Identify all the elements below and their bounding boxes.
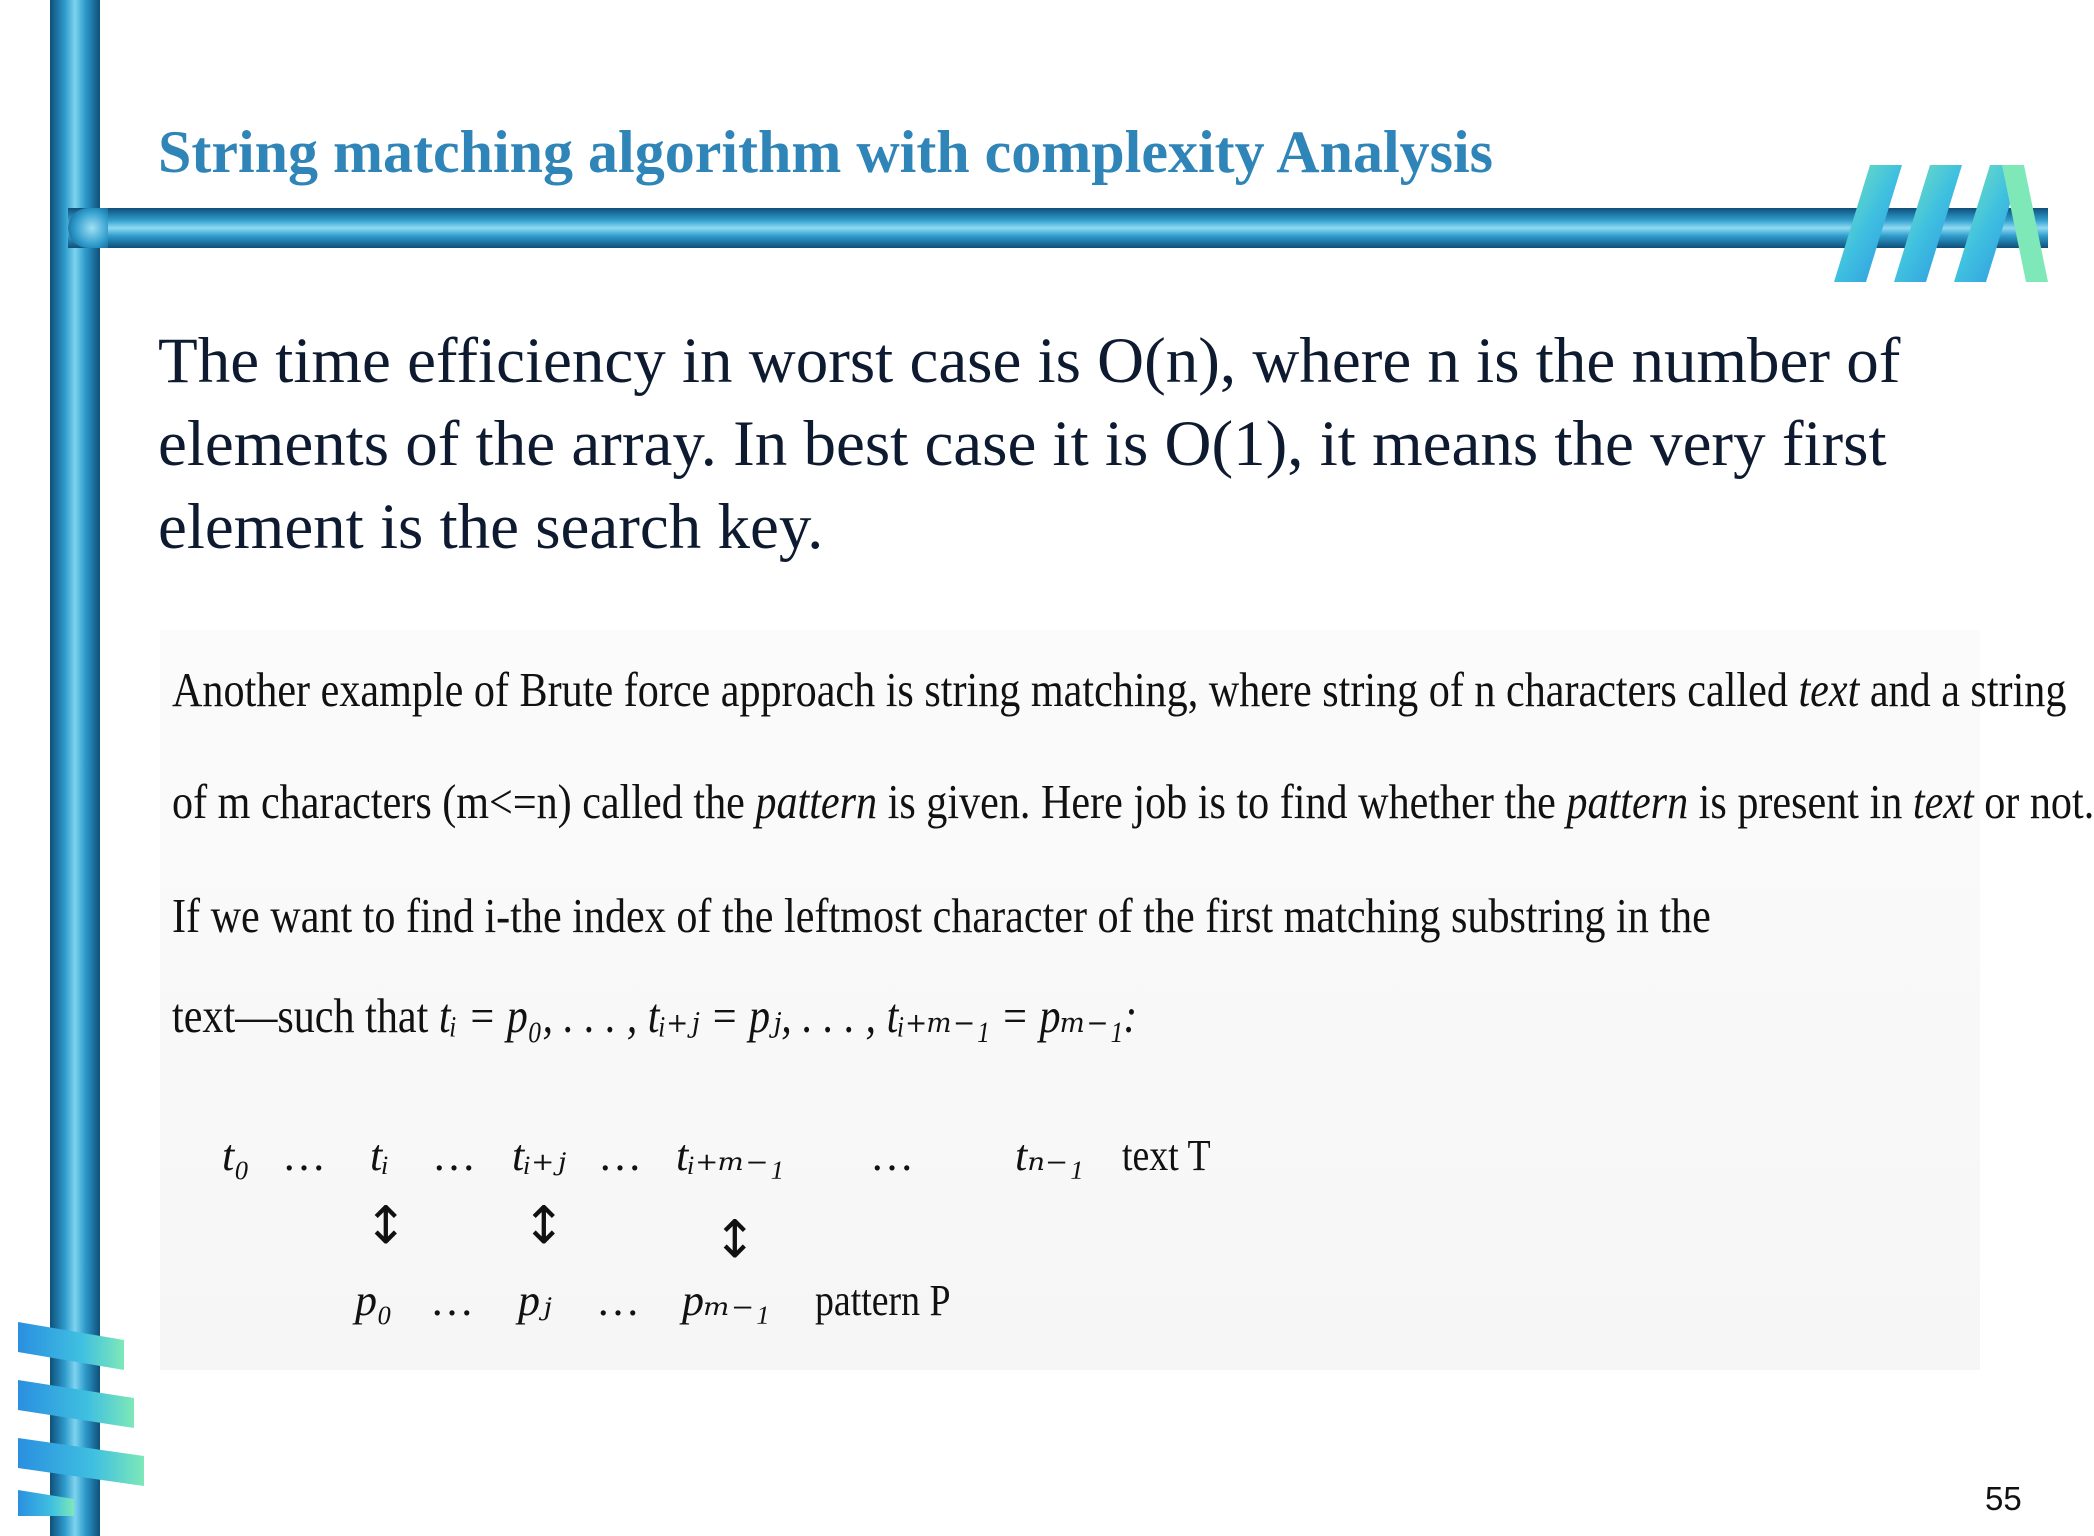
scan-line-2-emphasis-1: pattern: [755, 774, 878, 829]
pattern-symbol-pj: pⱼ: [518, 1276, 552, 1325]
text-ellipsis-4: …: [870, 1131, 914, 1180]
text-ellipsis-3: …: [598, 1131, 642, 1180]
scan-line-2-text-c: is present in: [1688, 774, 1913, 829]
scan-line-2-emphasis-2: pattern: [1566, 774, 1689, 829]
scan-line-4-text: text—such that: [172, 988, 439, 1043]
match-arrow-3-icon: ↕: [713, 1210, 757, 1270]
scan-line-2-emphasis-3: text: [1912, 774, 1974, 829]
slide-title: String matching algorithm with complexity Analysis: [158, 119, 1494, 185]
match-arrow-2-icon: ↕: [522, 1196, 566, 1256]
pattern-symbol-p0: p₀: [355, 1276, 393, 1325]
scan-line-2-text-a: of m characters (m<=n) called the: [172, 774, 756, 829]
scan-line-4: [172, 986, 1137, 1046]
scan-line-1-text-a: Another example of Brute force approach is string matching, where string of n characters called: [172, 662, 1799, 717]
title-bar-end-cap: [68, 208, 108, 248]
scan-line-1: [172, 660, 2066, 720]
text-ellipsis-2: …: [432, 1131, 476, 1180]
text-T-label: text T: [1122, 1131, 1211, 1180]
scan-line-1-emphasis: text: [1798, 662, 1860, 717]
pattern-symbol-pm1: pₘ₋₁: [682, 1276, 770, 1325]
text-symbol-tim1: tᵢ₊ₘ₋₁: [676, 1131, 784, 1180]
scan-line-1-text-b: and a string: [1859, 662, 2067, 717]
scan-line-2-text-d: or not.: [1973, 774, 2094, 829]
match-arrow-1-icon: ↕: [364, 1196, 408, 1256]
scan-line-2: [172, 772, 2094, 832]
scan-line-2-text-b: is given. Here job is to find whether the: [877, 774, 1567, 829]
top-right-stripes-decoration: [1830, 160, 2048, 285]
text-ellipsis-1: …: [282, 1131, 326, 1180]
title-underline-bar: [68, 208, 2048, 248]
text-symbol-t0: t₀: [222, 1131, 250, 1180]
pattern-ellipsis-1: …: [430, 1276, 474, 1325]
text-symbol-ti: tᵢ: [370, 1131, 390, 1180]
slide-body-text: The time efficiency in worst case is O(n), where n is the number of elements of the array. In best case it is O(1), it means the very first element is the search key.: [158, 325, 1901, 563]
scan-line-4-equation: tᵢ = p₀, . . . , tᵢ₊ⱼ = pⱼ, . . . , tᵢ₊ₘ₋₁ = pₘ₋₁:: [438, 988, 1138, 1043]
pattern-P-label: pattern P: [815, 1276, 951, 1325]
scan-line-3: If we want to find i-the index of the leftmost character of the first matching substring in the: [172, 888, 1711, 943]
text-symbol-tn1: tₙ₋₁: [1015, 1131, 1084, 1180]
bottom-left-stripes-decoration: [14, 1318, 146, 1518]
slide-number: 55: [1985, 1480, 2022, 1517]
pattern-ellipsis-2: …: [596, 1276, 640, 1325]
text-symbol-tij: tᵢ₊ⱼ: [512, 1131, 567, 1180]
